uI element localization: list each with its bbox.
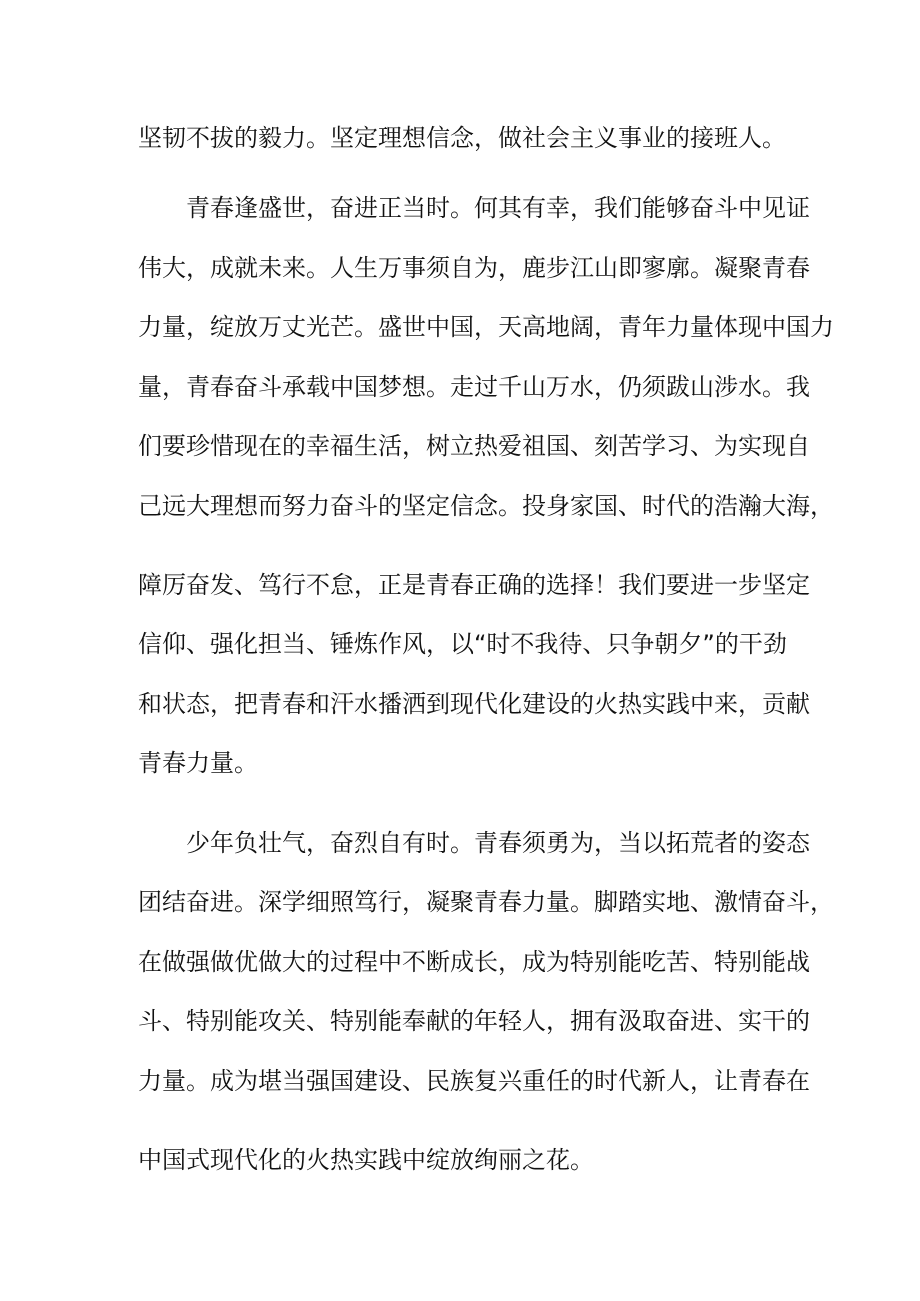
text-line: 少年负壮气，奋烈自有时。青春须勇为，当以拓荒者的姿态 <box>186 829 810 857</box>
text-line: 坚韧不拔的毅力。坚定理想信念，做社会主义事业的接班人。 <box>138 124 786 152</box>
text-line: 青春逢盛世，奋进正当时。何其有幸，我们能够奋斗中见证 <box>186 194 810 222</box>
text-line: 在做强做优做大的过程中不断成长，成为特别能吃苦、特别能战 <box>138 948 810 976</box>
text-line: 信仰、强化担当、锤炼作风，以“时不我待、只争朝夕”的干劲 <box>138 630 787 658</box>
text-line: 团结奋进。深学细照笃行，凝聚青春力量。脚踏实地、激情奋斗， <box>138 888 834 916</box>
text-line: 力量。成为堪当强国建设、民族复兴重任的时代新人，让青春在 <box>138 1067 810 1095</box>
text-line: 障厉奋发、笃行不怠，正是青春正确的选择！我们要进一步坚定 <box>138 571 810 599</box>
text-line: 伟大，成就未来。人生万事须自为，鹿步江山即寥廓。凝聚青春 <box>138 254 810 282</box>
text-line: 青春力量。 <box>138 749 258 777</box>
text-line: 量，青春奋斗承载中国梦想。走过千山万水，仍须跋山涉水。我 <box>138 373 810 401</box>
text-line: 己远大理想而努力奋斗的坚定信念。投身家国、时代的浩瀚大海， <box>138 492 834 520</box>
text-line: 们要珍惜现在的幸福生活，树立热爱祖国、刻苦学习、为实现自 <box>138 432 810 460</box>
text-line: 中国式现代化的火热实践中绽放绚丽之花。 <box>138 1146 594 1174</box>
text-line: 力量，绽放万丈光芒。盛世中国，天高地阔，青年力量体现中国力 <box>138 313 834 341</box>
text-line: 斗、特别能攻关、特别能奉献的年轻人，拥有汲取奋进、实干的 <box>138 1007 810 1035</box>
text-line: 和状态，把青春和汗水播洒到现代化建设的火热实践中来，贡献 <box>138 690 810 718</box>
